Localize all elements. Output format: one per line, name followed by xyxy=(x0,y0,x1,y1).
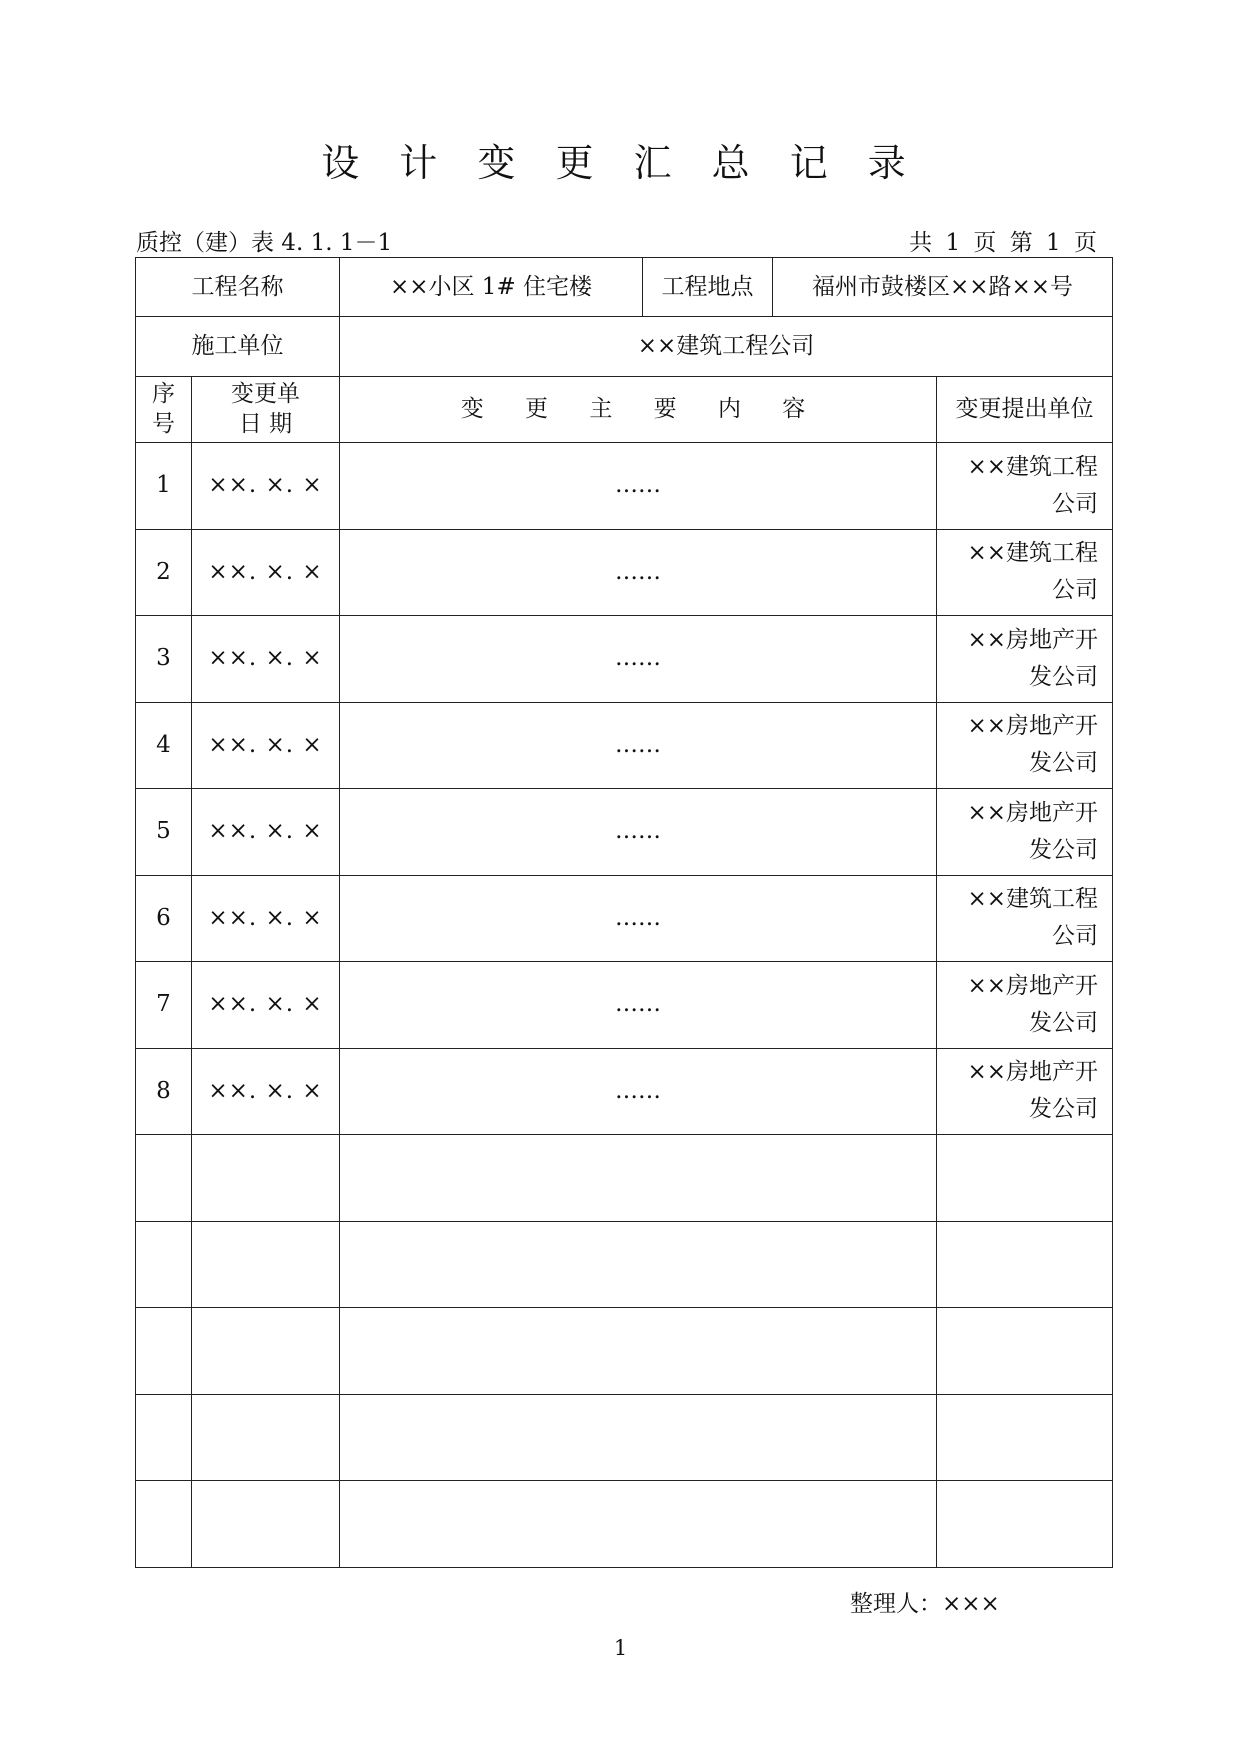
row-content: …… xyxy=(340,616,937,703)
row-date: ××. ×. × xyxy=(192,962,340,1049)
table-row xyxy=(136,1481,1113,1568)
row-content xyxy=(340,1221,937,1308)
page-info: 共 1 页 第 1 页 xyxy=(909,230,1097,256)
row-date: ××. ×. × xyxy=(192,789,340,876)
row-content: …… xyxy=(340,1048,937,1135)
row-date xyxy=(192,1394,340,1481)
row-date: ××. ×. × xyxy=(192,875,340,962)
col-header-seq: 序 号 xyxy=(136,377,192,443)
table-row xyxy=(136,1394,1113,1481)
row-seq: 4 xyxy=(136,702,192,789)
col-header-date: 变更单 日 期 xyxy=(192,377,340,443)
row-content: …… xyxy=(340,529,937,616)
project-name-label: 工程名称 xyxy=(136,258,340,317)
row-seq: 3 xyxy=(136,616,192,703)
row-seq: 6 xyxy=(136,875,192,962)
row-date: ××. ×. × xyxy=(192,529,340,616)
table-row xyxy=(136,962,1113,1049)
project-info-row xyxy=(136,258,1113,317)
row-unit: ××房地产开 发公司 xyxy=(937,789,1113,876)
table-row xyxy=(136,529,1113,616)
contractor-value: ××建筑工程公司 xyxy=(340,317,1113,377)
row-unit: ××房地产开 发公司 xyxy=(937,702,1113,789)
row-content: …… xyxy=(340,875,937,962)
row-date xyxy=(192,1481,340,1568)
row-date xyxy=(192,1308,340,1395)
row-unit xyxy=(937,1308,1113,1395)
row-unit: ××房地产开 发公司 xyxy=(937,1048,1113,1135)
row-unit: ××建筑工程 公司 xyxy=(937,529,1113,616)
contractor-row xyxy=(136,317,1113,377)
table-row xyxy=(136,875,1113,962)
row-seq: 8 xyxy=(136,1048,192,1135)
row-date xyxy=(192,1135,340,1222)
row-seq: 7 xyxy=(136,962,192,1049)
compiler-name: ××× xyxy=(942,1591,1000,1617)
row-seq: 2 xyxy=(136,529,192,616)
row-unit xyxy=(937,1135,1113,1222)
row-content: …… xyxy=(340,443,937,530)
row-seq xyxy=(136,1308,192,1395)
row-content xyxy=(340,1135,937,1222)
row-date: ××. ×. × xyxy=(192,616,340,703)
table-row xyxy=(136,1135,1113,1222)
row-seq xyxy=(136,1394,192,1481)
row-seq: 5 xyxy=(136,789,192,876)
row-seq xyxy=(136,1481,192,1568)
project-location-value: 福州市鼓楼区××路××号 xyxy=(773,258,1113,317)
document-title: 设 计 变 更 汇 总 记 录 xyxy=(321,141,920,185)
column-header-row xyxy=(136,377,1113,443)
table-row xyxy=(136,702,1113,789)
change-summary-table xyxy=(135,257,1113,1568)
row-unit xyxy=(937,1221,1113,1308)
row-unit: ××建筑工程 公司 xyxy=(937,875,1113,962)
table-row xyxy=(136,443,1113,530)
row-unit xyxy=(937,1481,1113,1568)
compiler-label: 整理人： xyxy=(850,1591,942,1617)
col-header-unit: 变更提出单位 xyxy=(937,377,1113,443)
row-content xyxy=(340,1481,937,1568)
row-unit: ××建筑工程 公司 xyxy=(937,443,1113,530)
row-seq: 1 xyxy=(136,443,192,530)
row-content xyxy=(340,1394,937,1481)
project-name-value: ××小区 1# 住宅楼 xyxy=(340,258,643,317)
page-number: 1 xyxy=(613,1636,628,1660)
table-row xyxy=(136,616,1113,703)
row-content xyxy=(340,1308,937,1395)
row-date: ××. ×. × xyxy=(192,1048,340,1135)
row-unit: ××房地产开 发公司 xyxy=(937,616,1113,703)
row-date: ××. ×. × xyxy=(192,443,340,530)
table-row xyxy=(136,1048,1113,1135)
form-code: 质控（建）表 4. 1. 1－1 xyxy=(136,230,393,256)
table-row xyxy=(136,1308,1113,1395)
project-location-label: 工程地点 xyxy=(643,258,773,317)
row-unit: ××房地产开 发公司 xyxy=(937,962,1113,1049)
table-row xyxy=(136,789,1113,876)
compiler-line xyxy=(850,1585,1000,1618)
row-date: ××. ×. × xyxy=(192,702,340,789)
row-date xyxy=(192,1221,340,1308)
row-unit xyxy=(937,1394,1113,1481)
row-content: …… xyxy=(340,789,937,876)
col-header-content: 变 更 主 要 内 容 xyxy=(340,377,937,443)
contractor-label: 施工单位 xyxy=(136,317,340,377)
table-row xyxy=(136,1221,1113,1308)
row-seq xyxy=(136,1221,192,1308)
row-content: …… xyxy=(340,962,937,1049)
row-content: …… xyxy=(340,702,937,789)
row-seq xyxy=(136,1135,192,1222)
